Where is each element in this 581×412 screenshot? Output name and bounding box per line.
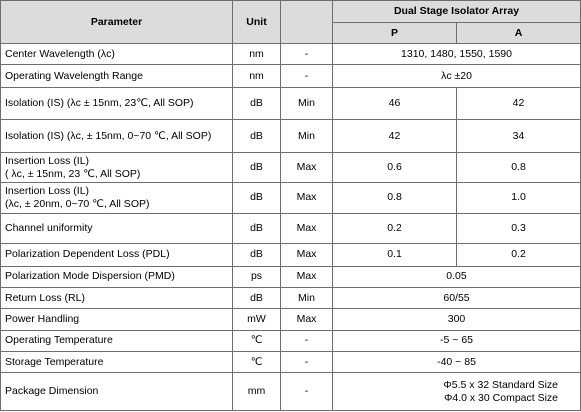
table-row [1,266,581,287]
table-row [1,65,581,87]
value-cell: -40 ~ 85 [333,351,581,372]
value-p-cell: 46 [333,87,457,120]
unit-cell: dB [233,244,281,266]
param-cell: Isolation (IS) (λc, ± 15nm, 0~70 ℃, All SOP) [1,120,233,153]
condition-cell: Max [281,183,333,213]
condition-cell: Min [281,87,333,120]
header-condition [281,1,333,44]
value-cell: 1310, 1480, 1550, 1590 [333,44,581,65]
header-parameter: Parameter [1,1,233,44]
param-line-1: Insertion Loss (IL) [5,154,90,167]
value-cell: -5 ~ 65 [333,330,581,351]
table-row [1,183,581,213]
value-cell: 300 [333,309,581,330]
unit-cell: dB [233,213,281,243]
value-p-cell: 0.1 [333,244,457,266]
condition-cell: - [281,330,333,351]
value-cell: 60/55 [333,287,581,308]
param-cell: Power Handling [1,309,233,330]
condition-cell: - [281,44,333,65]
param-cell: Operating Temperature [1,330,233,351]
table-row [1,244,581,266]
unit-cell: mm [233,373,281,411]
condition-cell: Max [281,309,333,330]
table-row [1,120,581,153]
unit-cell: mW [233,309,281,330]
param-cell [1,183,233,213]
unit-cell: ps [233,266,281,287]
dimension-line-1: Φ5.5 x 32 Standard Size [443,378,559,391]
dimension-line-2: Φ4.0 x 30 Compact Size [444,391,559,404]
unit-cell: dB [233,152,281,182]
param-line-2: ( λc, ± 15nm, 23 ℃, All SOP) [5,167,141,180]
value-a-cell: 0.2 [457,244,581,266]
param-cell: Polarization Dependent Loss (PDL) [1,244,233,266]
value-p-cell: 0.8 [333,183,457,213]
condition-cell: Max [281,266,333,287]
value-a-cell: 42 [457,87,581,120]
unit-cell: dB [233,183,281,213]
header-unit: Unit [233,1,281,44]
unit-cell: dB [233,87,281,120]
condition-cell: Max [281,152,333,182]
value-p-cell: 0.2 [333,213,457,243]
table-row [1,44,581,65]
value-cell: λc ±20 [333,65,581,87]
condition-cell: - [281,65,333,87]
param-cell: Return Loss (RL) [1,287,233,308]
table-row [1,309,581,330]
value-a-cell: 0.3 [457,213,581,243]
table-row [1,213,581,243]
table-row [1,152,581,182]
param-cell: Package Dimension [1,373,233,411]
value-p-cell: 0.6 [333,152,457,182]
table-row [1,373,581,411]
condition-cell: Min [281,120,333,153]
table-row [1,330,581,351]
header-group: Dual Stage Isolator Array [333,1,581,23]
unit-cell: dB [233,287,281,308]
unit-cell: ℃ [233,330,281,351]
header-col-p: P [333,23,457,44]
param-cell: Storage Temperature [1,351,233,372]
value-a-cell: 1.0 [457,183,581,213]
condition-cell: Max [281,244,333,266]
param-cell: Polarization Mode Dispersion (PMD) [1,266,233,287]
unit-cell: nm [233,44,281,65]
unit-cell: nm [233,65,281,87]
condition-cell: - [281,373,333,411]
param-line-1: Insertion Loss (IL) [5,184,90,197]
table-row [1,287,581,308]
value-cell: 0.05 [333,266,581,287]
condition-cell: Min [281,287,333,308]
table-row [1,351,581,372]
unit-cell: ℃ [233,351,281,372]
value-cell [333,373,581,411]
param-cell: Isolation (IS) (λc ± 15nm, 23℃, All SOP) [1,87,233,120]
param-cell: Operating Wavelength Range [1,65,233,87]
value-p-cell: 42 [333,120,457,153]
condition-cell: Max [281,213,333,243]
value-a-cell: 0.8 [457,152,581,182]
condition-cell: - [281,351,333,372]
header-col-a: A [457,23,581,44]
value-a-cell: 34 [457,120,581,153]
param-cell: Center Wavelength (λc) [1,44,233,65]
table-row [1,87,581,120]
unit-cell: dB [233,120,281,153]
param-line-2: (λc, ± 20nm, 0~70 ℃, All SOP) [5,197,150,210]
param-cell: Channel uniformity [1,213,233,243]
param-cell [1,152,233,182]
